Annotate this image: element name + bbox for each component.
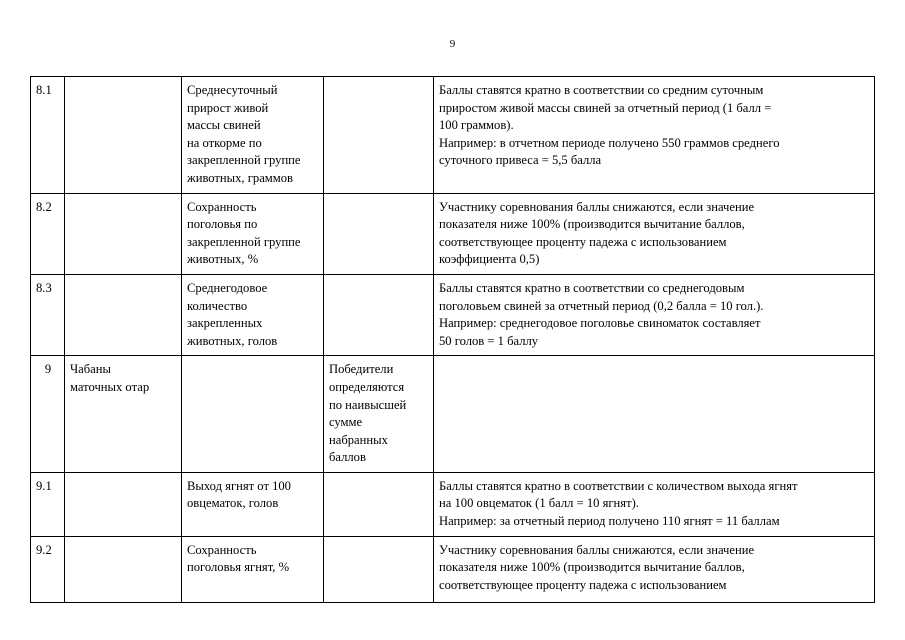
table-row (31, 356, 875, 473)
row-number: 8.1 (31, 77, 65, 194)
condition-cell (324, 472, 434, 536)
scoring-cell: Баллы ставятся кратно в соответствии с количеством выхода ягнят на 100 овцематок (1 балл = 10 ягнят). Например: за отчетный период получено 110 ягнят = 11 баллам (434, 472, 875, 536)
participant-cell (65, 193, 182, 274)
condition-cell (324, 274, 434, 355)
table-row (31, 274, 875, 355)
condition-cell: Победители определяются по наивысшей сумме набранных баллов (324, 356, 434, 473)
table-row (31, 77, 875, 194)
table-row (31, 472, 875, 536)
page-number: 9 (449, 38, 456, 50)
participant-cell (65, 536, 182, 602)
scoring-cell: Участнику соревнования баллы снижаются, если значение показателя ниже 100% (производится вычитание баллов, соответствующее проценту падежа с использованием (434, 536, 875, 602)
indicator-cell: Среднегодовое количество закрепленных животных, голов (182, 274, 324, 355)
participant-cell (65, 77, 182, 194)
table-row (31, 193, 875, 274)
indicator-cell: Сохранность поголовья по закрепленной группе животных, % (182, 193, 324, 274)
scoring-cell: Участнику соревнования баллы снижаются, если значение показателя ниже 100% (производится вычитание баллов, соответствующее проценту падежа с использованием коэффициента 0,5) (434, 193, 875, 274)
indicator-cell: Сохранность поголовья ягнят, % (182, 536, 324, 602)
criteria-table (30, 76, 875, 603)
scoring-cell (434, 356, 875, 473)
row-number: 9 (31, 356, 65, 473)
condition-cell (324, 77, 434, 194)
row-number: 8.3 (31, 274, 65, 355)
table-row (31, 536, 875, 602)
condition-cell (324, 193, 434, 274)
scoring-cell: Баллы ставятся кратно в соответствии со средним суточным приростом живой массы свиней за отчетный период (1 балл = 100 граммов). Например: в отчетном периоде получено 550 граммов среднего суточного привеса = 5,5 балла (434, 77, 875, 194)
indicator-cell: Выход ягнят от 100 овцематок, голов (182, 472, 324, 536)
indicator-cell: Среднесуточный прирост живой массы свиней на откорме по закрепленной группе животных, граммов (182, 77, 324, 194)
row-number: 9.1 (31, 472, 65, 536)
row-number: 8.2 (31, 193, 65, 274)
row-number: 9.2 (31, 536, 65, 602)
participant-cell (65, 472, 182, 536)
condition-cell (324, 536, 434, 602)
scoring-cell: Баллы ставятся кратно в соответствии со среднегодовым поголовьем свиней за отчетный период (0,2 балла = 10 гол.). Например: среднегодовое поголовье свиноматок составляет 50 голов = 1 баллу (434, 274, 875, 355)
indicator-cell (182, 356, 324, 473)
participant-cell (65, 274, 182, 355)
participant-cell: Чабаны маточных отар (65, 356, 182, 473)
